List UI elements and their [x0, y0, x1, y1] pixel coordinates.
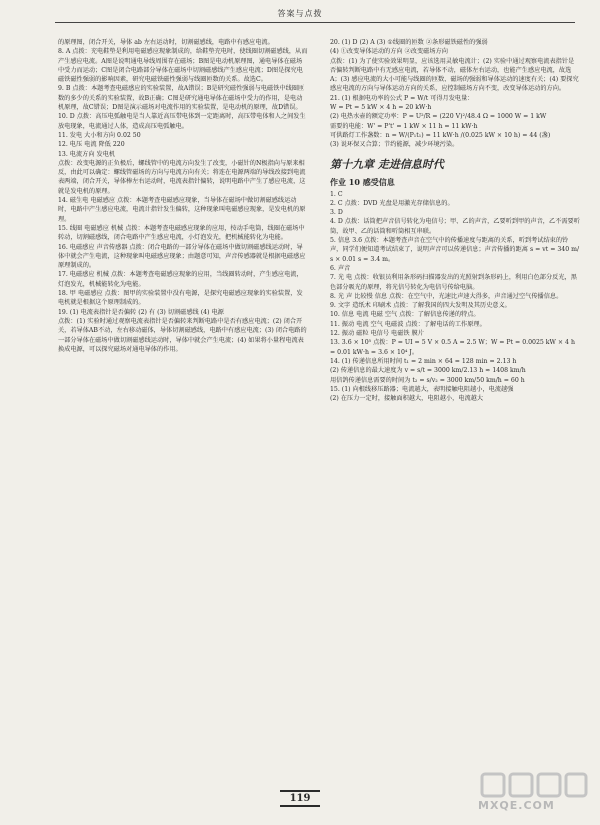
answer-block: 11. 振动 电流 空气 电磁波 点拨：了解电话的工作原理。 — [330, 320, 486, 328]
right-column — [330, 38, 580, 403]
page-number: 119 — [280, 790, 320, 807]
answer-block: 点拨：改变电源的正负极后，螺线管中的电流方向发生了改变，小磁针的N极指向与原来相反，由此可以确定：螺线管磁场的方向与电流方向有关；将连在电源两端的导线改接到电流表两端，闭合开关，导体棒左右运动时，电流表指针偏转，说明电路中产生了感应电流，这就是发电机的原理。 — [58, 159, 306, 195]
answer-block: 1. C — [330, 190, 343, 198]
answer-block: 10. 信息 电流 电磁 空气 点拨：了解信息传递的特点。 — [330, 311, 480, 319]
answer-block: 17. 电磁感应 机械 点拨：本题考查电磁感应现象的应用，当线圈转动时，产生感应电流，灯泡发光，机械能转化为电能。 — [58, 271, 303, 288]
answer-block: 12. 振动 磁粒 电信号 电磁铁 膜片 — [330, 330, 424, 338]
answer-block: 4. D 点拨：话筒把声音信号转化为电信号；甲、乙的声音，乙要听到甲的声音，乙不需要听筒，故甲、乙的话筒和听筒相互串联。 — [330, 218, 580, 235]
answer-block: 9. 文字 造纸术 印刷术 点拨：了解我国的四大发明及其历史意义。 — [330, 302, 511, 310]
answer-block: 11. 发电 大小和方向 0.02 50 — [58, 131, 141, 139]
header-rule — [55, 22, 575, 23]
answer-block: 18. 甲 电磁感应 点拨：图甲的实验装置中没有电源，是探究电磁感应现象的实验装置，发电机就是根据这个原理制成的。 — [58, 290, 303, 307]
section-title: 作业 10 感受信息 — [330, 176, 395, 187]
answer-block: 13. 3.6 × 10⁵ 点拨：P = UI = 5 V × 0.5 A = 2.5 W；W = Pt = 0.0025 kW × 4 h = 0.01 kW·h = 3.6 × 10⁴ J。 — [330, 339, 575, 356]
left-column — [58, 38, 308, 354]
answer-block: 16. 电磁感应 声音传感器 点拨：闭合电路的一部分导体在磁场中做切割磁感线运动时，导体中就会产生电流，这种现象叫电磁感应现象；由题意可知，声音传感器就是根据电磁感应原理制成的。 — [58, 243, 306, 270]
answer-block: (4) ①改变导体运动的方向 ②改变磁场方向 — [330, 48, 448, 56]
answer-block: 21. (1) 根据电功率的公式 P = W/t 可得月发电量： — [330, 94, 474, 102]
answer-block: W = Pt = 5 kW × 4 h = 20 kW·h — [330, 104, 432, 112]
answer-block: 需要的电能：W' = P't' = 1 kW × 11 h = 11 kW·h — [330, 122, 478, 130]
answer-block: 8. A 点拨：充电鞋垫是利用电磁感应现象制成的，给鞋垫充电时，使线圈切割磁感线，从而产生感应电流。A图是说明通电导线周围存在磁场；B图是电动机原理图，通电导体在磁场中受力而运动；C图是闭合电路部分导体在磁场中切割磁感线产生感应电流；D图是探究电磁铁磁性强弱的影响因素，研究电磁铁磁性强弱与线圈匝数的关系。故选C。 — [58, 48, 308, 84]
answer-block: 可供路灯工作盏数：n = W/(P₁t₁) = 11 kW·h /(0.025 kW × 10 h) = 44 (盏) — [330, 131, 551, 139]
answer-block: 15. (1) 向根线移压路器；电流越大，表明接触电阻越小，电流越强 — [330, 385, 514, 393]
answer-block: 9. B 点拨：本题考查电磁感应的实验装置，故A错误；B是研究磁性强弱与电磁铁中线圈匝数的多少的关系的实验装置，故B正确；C图是研究通电导体在磁场中受力的作用，是电动机原理，故C错误；D图是演示磁场对电流作用的实验装置，是电动机的原理，故D错误。 — [58, 85, 305, 112]
running-header: 答案与点拨 — [277, 9, 323, 18]
answer-block: (3) 说环保又合算；节约能源，减少环境污染。 — [330, 141, 459, 149]
answer-block: (2) 传递信息的最大速度为 v = s/t = 3000 km/2.13 h ≈ 1408 km/h — [330, 367, 526, 375]
answer-block: 7. 光 电 点拨：收银员利用条形码扫描器发出的光照射到条形码上，利用白色部分反光，黑色部分吸光的原理，将光信号转化为电信号传给电脑。 — [330, 274, 577, 291]
answer-block: 19. (1) 电流表指针是否偏转 (2) 有 (3) 切割磁感线 (4) 电源 — [58, 308, 224, 316]
answer-block: 的原理图，闭合开关，导体 ab 左右运动时，切割磁感线，电路中有感应电流。 — [58, 39, 274, 46]
answer-block: 13. 电流方向 发电机 — [58, 150, 116, 158]
chapter-title: 第十九章 走进信息时代 — [330, 157, 444, 171]
answer-block: 12. 电压 电流 降低 220 — [58, 141, 125, 149]
answer-block: 3. D — [330, 209, 343, 217]
answer-block: 2. C 点拨：DVD 光盘是用激光存储信息的。 — [330, 199, 454, 207]
answer-block: 14. (1) 传递信息所用时间 t₁ = 2 min × 64 = 128 min = 2.13 h — [330, 357, 517, 365]
answer-block: 点拨：(1) 为了使实验效果明显，应该选用灵敏电流计；(2) 实验中通过观察电流表指针是否偏转判断电路中有无感应电流，若导体不动，磁体左右运动，也能产生感应电流，故选A；(3) 感应电流的大小可能与线圈的匝数、磁场的强弱和导体运动的速度有关；(4) 要探究感应电流的方向与导体运动方向的关系，应控制磁场方向不变，改变导体运动的方向。 — [330, 57, 579, 93]
watermark-text: MXQE.COM — [478, 799, 555, 812]
answer-block: 6. 声音 — [330, 264, 351, 272]
answer-block: 8. 光 声 比较慢 信息 点拨：在空气中，光速比声速大得多，声音通过空气传播信息。 — [330, 292, 563, 300]
answer-block: 15. 线圈 电磁感应 机械 点拨：本题考查电磁感应现象的应用，按动手电筒，线圈在磁场中转动，切割磁感线，闭合电路中产生感应电流，小灯泡发光，把机械能转化为电能。 — [58, 224, 305, 242]
answer-block: 10. D 点拨：高压电弧触电是当人靠近高压带电体到一定距离时，高压带电体和人之间发生放电现象，电流通过人体，造成高压电弧触电。 — [58, 113, 306, 130]
answer-block: 14. 磁生电 电磁感应 点拨：本题考查电磁感应现象，当导体在磁场中做切割磁感线运动时，电路中产生感应电流，电流计指针发生偏转，这种现象叫电磁感应现象，是发电机的原理。 — [58, 197, 306, 223]
answer-block: 用信鸽传递信息需要的时间为 t₂ = s/v₂ = 3000 km/50 km/h = 60 h — [330, 376, 525, 384]
answer-block: 20. (1) D (2) A (3) ①线圈的匝数 ②条形磁铁磁性的强弱 — [330, 39, 488, 46]
answer-block: (2) 在压力一定时，接触面积越大，电阻越小，电流越大 — [330, 395, 484, 403]
answer-block: 点拨：(1) 实验时通过观察电流表指针是否偏转来判断电路中是否有感应电流；(2) 闭合开关，若导体AB不动，左右移动磁体，导体切割磁感线，电路中有感应电流；(3) 闭合电路的一部分导体在磁场中做切割磁感线运动时，导体中就会产生电流；(4) 如果将小量程电流表换成电源，可以探究磁场对通电导体的作用。 — [58, 317, 307, 353]
answer-block: (2) 电热水壶的额定功率：P = U²/R = (220 V)²/48.4 Ω = 1000 W = 1 kW — [330, 113, 547, 121]
answer-block: 5. 信息 3.6 点拨：本题考查声音在空气中的传播速度与距离的关系，听到考试结束的铃声，同学们便知道考试结束了，说明声音可以传递信息；声音传播的距离 s = vt = 340 m/s × 0.01 s = 3.4 m。 — [330, 237, 580, 263]
